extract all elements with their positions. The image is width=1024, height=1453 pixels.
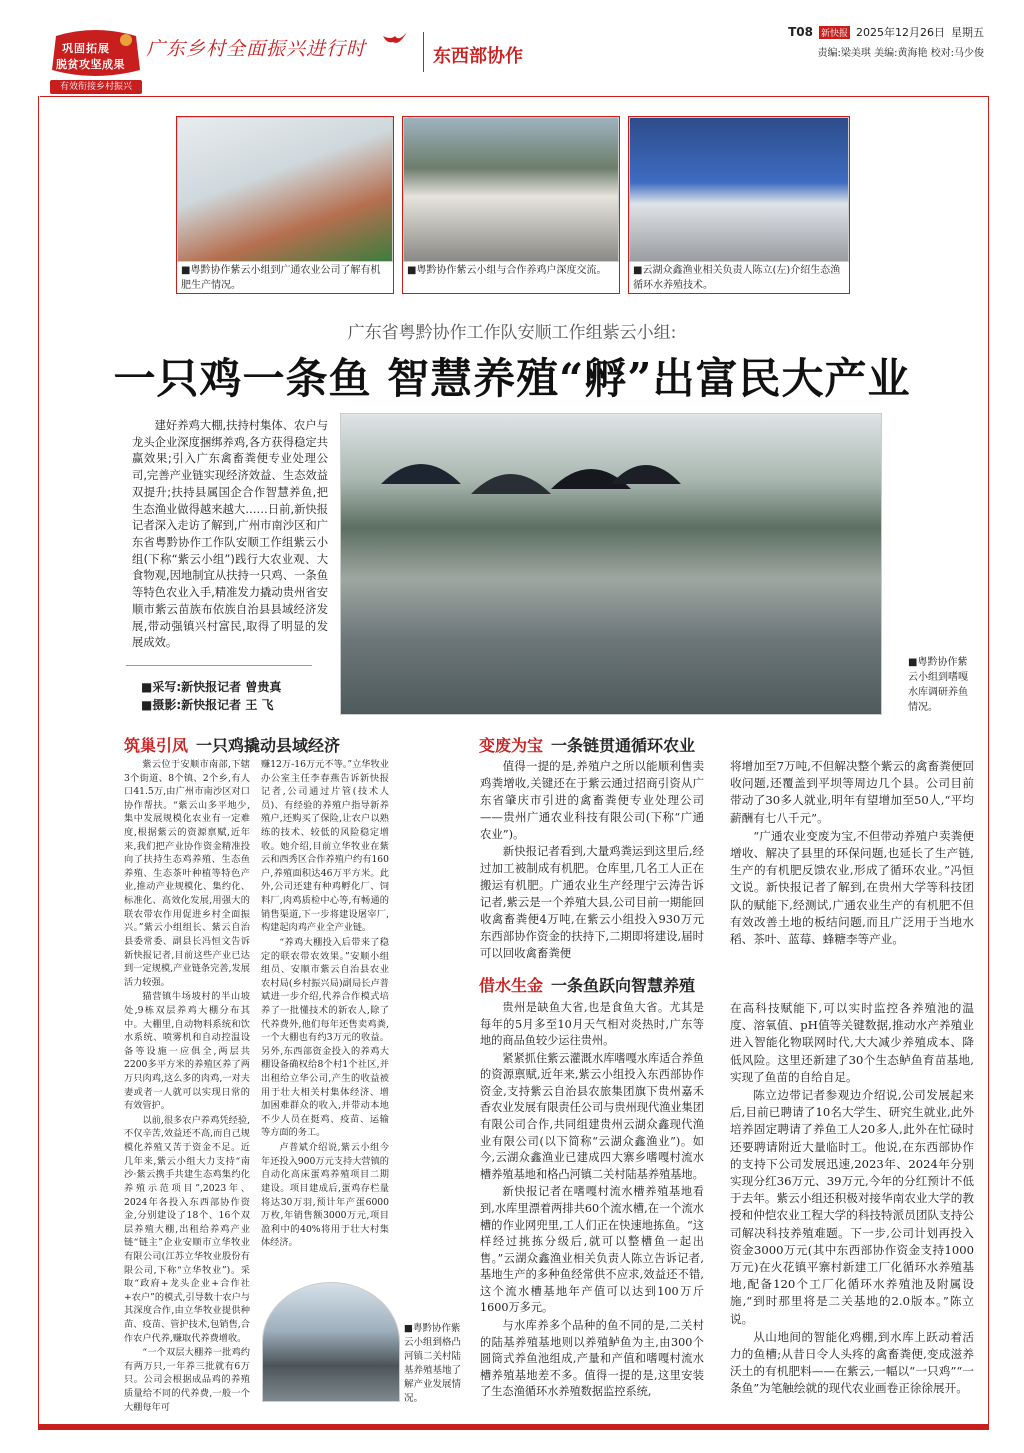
section2-paragraph: “广通农业变废为宝,不但带动养殖户卖粪便增收、解决了县里的环保问题,也延长了生产链,生产的有机肥反馈农业,形成了循环农业。”冯恒文说。新快报记者了解到,在贵州大学等科技团队的赋能下,经测试,广通农业生产的有机肥不但有效改善土地的板结问题,而且广泛用于当地水稻、茶叶、蓝莓、蜂糖李等产业。: [730, 828, 974, 947]
umbrella-icon: [381, 444, 681, 534]
section1-paragraph: “一个双层大棚养一批鸡约有两万只,一年养三批就有6万只。公司会根据成品鸡的养殖质量给不同的代养费,一般一个大棚每年可: [124, 1347, 250, 1413]
column-name: 东西部协作: [433, 46, 523, 67]
lead-rule: [126, 665, 312, 666]
photo-chicken-farmer: [403, 117, 619, 262]
photo-fertilizer-visit: [177, 117, 393, 262]
page-number: T08: [788, 25, 813, 39]
section1-col1: [124, 758, 250, 1415]
right-margin-rule: [988, 96, 989, 1426]
section2-paragraph: 值得一提的是,养殖户之所以能顺利售卖鸡粪增收,关键还在于紫云通过招商引资从广东省肇庆市引进的禽畜粪便专业处理公司——贵州广通农业科技有限公司(下称“广通农业”)。: [480, 759, 704, 841]
top-photo-3: [628, 116, 850, 294]
campaign-badge: [48, 30, 143, 80]
section3-paragraph: 在高科技赋能下,可以实时监控各养殖池的温度、溶氧值、pH值等关键数据,推动水产养殖业进入智能化物联网时代,大大减少养殖成本、降低风险。这里还新建了30个生态鲈鱼育苗基地,实现了鱼苗的自给自足。: [730, 1001, 974, 1084]
main-photo-reservoir: [340, 413, 882, 715]
masthead: [38, 22, 988, 96]
section2-keyword: 变废为宝: [479, 736, 544, 755]
caption-marker-icon: ■: [633, 265, 643, 276]
section2-col2: [730, 758, 974, 949]
top-photo-1-caption: ■粤黔协作紫云小组到广通农业公司了解有机肥生产情况。: [181, 265, 381, 291]
section3-col1: [480, 1000, 704, 1402]
lead-text: 建好养鸡大棚,扶持村集体、农户与龙头企业深度捆绑养鸡,各方获得稳定共赢效果;引入广东禽畜粪便专业处理公司,完善产业链实现经济效益、生态效益双提升;扶持县属国企合作智慧养鱼,把生态渔业做得越来越大……日前,新快报记者深入走访了解到,广州市南沙区和广东省粤黔协作工作队安顺工作组紫云小组(下称“紫云小组”)践行大农业观、大食物观,因地制宜从扶持一只鸡、一条鱼等特色农业入手,精准发力撬动贵州省安顺市紫云苗族布依族自治县县域经济发展,带动强镇兴村富民,取得了明显的发展成效。: [132, 419, 328, 650]
headline-title: 一只鸡一条鱼 智慧养殖“孵”出富民大产业: [113, 354, 911, 403]
section1-photo-caption: ■粤黔协作紫云小组到格凸河镇二关村陆基养殖基地了解产业发展情况。: [404, 1323, 462, 1404]
section3-paragraph: 陈立边带记者参观边介绍说,公司发展起来后,目前已聘请了10名大学生、研究生就业,此外培养固定聘请了养鱼工人20多人,此外在忙碌时还要聘请附近大量临时工。他说,在东西部协作的支持下公司发展迅速,2023年、2024年分别实现分红36万元、39万元,今年的分红预计不低于去年。紫云小组还积极对接华南农业大学的教授和仲恺农业工程大学的科技特派员团队支持公司解决科技养殖难题。下一步,公司计划再投入资金3000万元(其中东西部协作资金支持1000万元)在火花镇平寨村新建工厂化循环水养殖基地,配备120个工厂化循环水养殖池及附属设施,“到时那里将是二关基地的2.0版本。”陈立说。: [730, 1088, 974, 1326]
footer-bar: [38, 1424, 989, 1430]
top-photo-2-caption: ■粤黔协作紫云小组与合作养鸡户深度交流。: [407, 265, 607, 276]
section3-paragraph: 与水库养多个品种的鱼不同的是,二关村的陆基养殖基地则以养殖鲈鱼为主,由300个圆筒式养鱼池组成,产量和产值和嗜嘎村流水槽养殖基地差不多。值得一提的是,这里安装了生态渔循环水养殖数据监控系统,: [480, 1318, 704, 1399]
section1-col2: [261, 758, 389, 1251]
slogan-bar: [50, 80, 142, 94]
section3-paragraph: 紧紧抓住紫云灌溉水库嗜嘎水库适合养鱼的资源禀赋,近年来,紫云小组投入东西部协作资金,支持紫云自治县农旅集团旗下贵州嘉禾香农业发展有限责任公司与贵州现代渔业集团有限公司合作,共同组建贵州云湖众鑫现代渔业有限公司(以下简称“云湖众鑫渔业”)。如今,云湖众鑫渔业已建成四大寨乡嗜嘎村流水槽养殖基地和格凸河镇二关村陆基养殖基地。: [480, 1051, 704, 1181]
page-info: [788, 24, 984, 40]
section1-keyword: 筑巢引凤: [124, 736, 189, 755]
headline-kicker: 广东省粤黔协作工作队安顺工作组紫云小组:: [347, 323, 677, 343]
section1-paragraph: 猫营镇牛场坡村的半山坡处,9栋双层养鸡大棚分布其中。大棚里,自动物料系统和饮水系统、喷雾机和自动控温设备等设施一应俱全,两层共2200多平方米的养殖区养了两万只肉鸡,这么多的肉鸡,一对夫妻或者一人就可以实现日常的有效管护。: [124, 991, 250, 1112]
section3-subtitle: 一条鱼跃向智慧养殖: [551, 976, 696, 995]
section1-paragraph: “养鸡大棚投入后带来了稳定的联农带农效果。”安顺小组组员、安顺市紫云自治县农业农村局(乡村振兴局)副局长卢普斌进一步介绍,代养合作模式培养了一批懂技术的新农人,除了代养费外,他们每年还售卖鸡粪,一个大棚也有约3万元的收益。另外,东西部资金投入的养鸡大棚设备确权给8个村1个社区,并出租给立华公司,产生的收益被用于壮大相关村集体经济、增加困难群众的收入,并带动本地不少人员在挺鸡、疫苗、运输等方面的务工。: [261, 936, 389, 1139]
section1-paragraph: 以前,很多农户养鸡凭经验,不仅辛苦,效益还不高,而自己规模化养殖又苦于资金不足。近几年来,紫云小组大力支持“南沙·紫云携手共建生态鸡集约化养殖示范项目”,2023年、2024年各投入东西部协作资金,分别建设了18个、16个双层养殖大棚,出租给养鸡产业链“链主”企业安顺市立华牧业有限公司(江苏立华牧业股份有限公司,下称“立华牧业”)。采取“政府+龙头企业+合作社+农户”的模式,引导数十农户与其深度合作,由立华牧业提供种苗、疫苗、管护技术,包销售,合作农户代养,赚取代养费增收。: [124, 1114, 250, 1344]
badge-line-2: 脱贫攻坚成果: [56, 58, 125, 71]
section1-subtitle: 一只鸡撬动县域经济: [196, 736, 341, 755]
issue-weekday: 星期五: [951, 26, 984, 39]
section2-subtitle: 一条链贯通循环农业: [551, 736, 696, 755]
caption-marker-icon: ■: [908, 657, 918, 668]
caption-marker-icon: ■: [181, 265, 191, 276]
section3-paragraph: 从山地间的智能化鸡棚,到水库上跃动着活力的鱼槽;从昔日令人头疼的禽畜粪便,变成滋养沃土的有机肥料——在紫云,一幅以“一只鸡”“一条鱼”为笔触绘就的现代农业画卷正徐徐展开。: [730, 1329, 974, 1396]
byline-writer: ■采写:新快报记者 曾贵真: [141, 680, 282, 694]
section2-paragraph: 将增加至7万吨,不但解决整个紫云的禽畜粪便回收问题,还覆盖到平坝等周边几个县。公司目前带动了30多人就业,明年有望增加至50人,“平均薪酬有七八千元”。: [730, 759, 974, 825]
masthead-rule: [40, 96, 988, 97]
byline-photographer: ■摄影:新快报记者 王 飞: [141, 698, 274, 712]
caption-marker-icon: ■: [404, 1323, 413, 1334]
section3-paragraph: 贵州是缺鱼大省,也是食鱼大省。尤其是每年的5月多至10月天气相对炎热时,广东等地的商品鱼较少运往贵州。: [480, 1001, 704, 1048]
section3-header: [479, 975, 695, 997]
photo-monitoring-screen: [629, 117, 849, 262]
section2-col1: [480, 758, 704, 963]
badge-line-1: 巩固拓展: [62, 42, 110, 55]
section1-header: [124, 735, 340, 757]
main-photo-caption: ■粤黔协作紫云小组到嗜嘎水库调研养鱼情况。: [908, 657, 968, 713]
issue-date: 2025年12月26日: [856, 26, 945, 39]
slogan-text: 有效衔接乡村振兴: [59, 82, 132, 92]
section3-paragraph: 新快报记者在嗜嘎村流水槽养殖基地看到,水库里漂着两排共60个流水槽,在一个流水槽的作业网兜里,工人们正在快速地拣鱼。“这样经过挑拣分级后,就可以整槽鱼一起出售。”云湖众鑫渔业相关负责人陈立告诉记者,基地生产的多种鱼经常供不应求,效益还不错,这个流水槽基地年产值可以达到100万斤1600万多元。: [480, 1185, 704, 1315]
section2-header: [479, 735, 695, 757]
top-photo-1: [176, 116, 394, 294]
swallow-icon: [383, 32, 407, 46]
series-title: 广东乡村全面振兴进行时: [146, 38, 367, 60]
section1-paragraph: 紫云位于安顺市南部,下辖3个街道、8个镇、2个乡,有人口41.5万,由广州市南沙区对口协作帮扶。“紫云山多平地少,集中发展规模化农业有一定难度,根据紫云的资源禀赋,近年来,我们把产业协作资金精准投向了扶持生态鸡养殖、生态鱼养殖、生态茶叶种植等特色产业,推动产业规模化、集约化、标准化、高效化发展,用强大的联农带农作用促进乡村全面振兴。”紫云小组组长、紫云自治县委常委、副县长冯恒文告诉新快报记者,目前这些产业已达到一定规模,产业链条完善,发展活力较强。: [124, 759, 250, 988]
section2-paragraph: 新快报记者看到,大量鸡粪运到这里后,经过加工被制成有机肥。仓库里,几名工人正在搬运有机肥。广通农业生产经理宁云涛告诉记者,紫云是一个养殖大县,公司目前一期能回收禽畜粪便4万吨,在紫云小组投入930万元东西部协作资金的扶持下,二期即将建设,届时可以回收禽畜粪便: [480, 844, 704, 960]
section1-photo-base-visit: [262, 1282, 400, 1402]
section1-paragraph: 卢普斌介绍说,紫云小组今年还投入900万元支持大营镇的自动化高床蛋鸡养殖项目二期建设。项目建成后,蛋鸡存栏量将达30万羽,预计年产蛋6000万枚,年销售额3000万元,项目盈利中的40%将用于壮大村集体经济。: [261, 1142, 389, 1249]
editor-credits: 责编:梁美琪 美编:黄海艳 校对:马少俊: [817, 48, 984, 59]
section3-keyword: 借水生金: [479, 976, 544, 995]
section1-paragraph: 赚12万-16万元不等。”立华牧业办公室主任李春燕告诉新快报记者,公司通过片管(技术人员)、有经验的养殖户指导新养殖户,还购买了保险,让农户以熟练的技术、较低的风险稳定增收。她介绍,目前立华牧业在紫云和西秀区合作养殖户约有160户,养殖面积达46万平方米。此外,公司还建有种鸡孵化厂、饲料厂,肉鸡质检中心等,有畅通的销售渠道,下一步将建设屠宰厂,构建起肉鸡产业全产业链。: [261, 759, 389, 934]
left-margin-rule: [38, 96, 39, 1426]
paper-tag: 新快报: [819, 26, 850, 39]
top-photo-3-caption: ■云湖众鑫渔业相关负责人陈立(左)介绍生态渔循环水养殖技术。: [633, 265, 841, 291]
section3-col2: [730, 1000, 974, 1399]
top-photo-2: [402, 116, 620, 294]
caption-marker-icon: ■: [407, 265, 417, 276]
title-divider: [423, 32, 424, 72]
